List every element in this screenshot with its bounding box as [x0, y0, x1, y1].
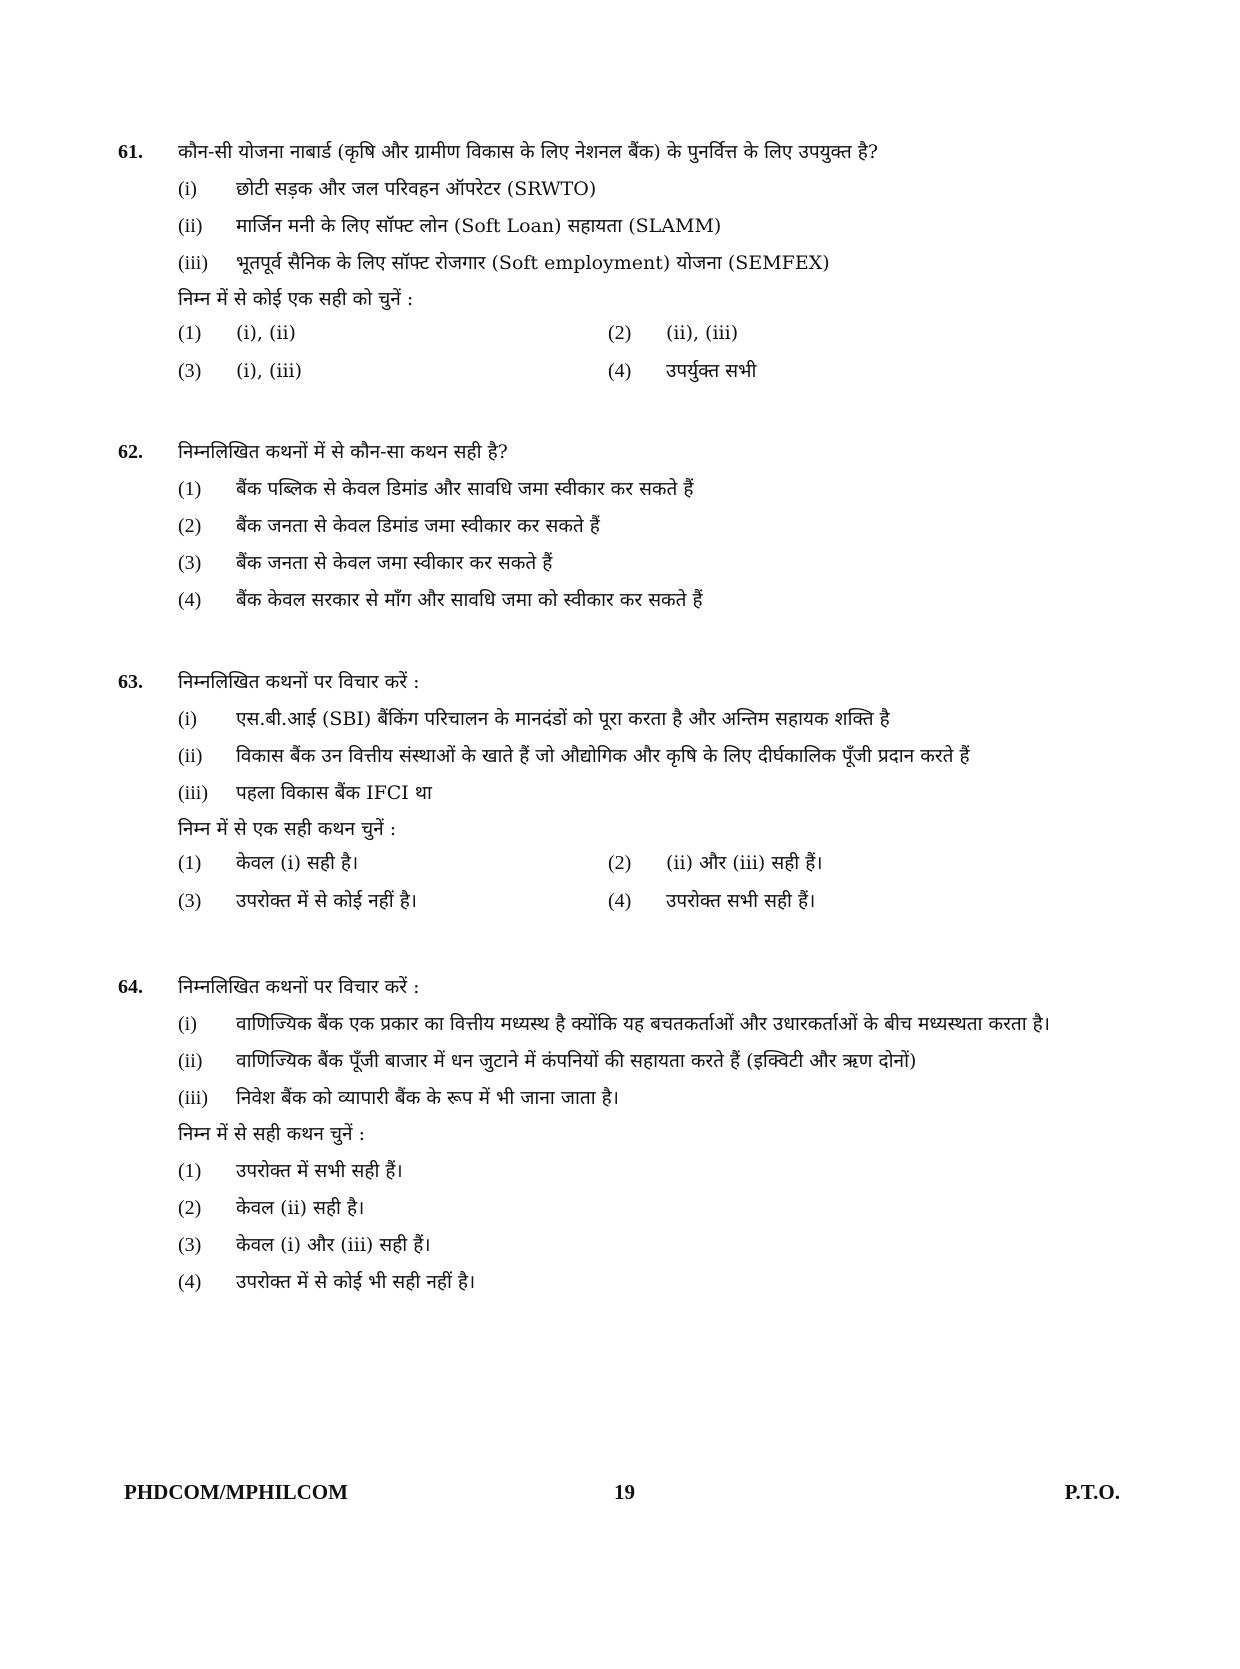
- option: [178, 1159, 1128, 1183]
- question-62: [118, 440, 1128, 612]
- option: [178, 477, 1128, 501]
- page-number: 19: [614, 1480, 635, 1504]
- option-text: (i), (iii): [236, 359, 303, 382]
- statement-text: वाणिज्यिक बैंक एक प्रकार का वित्तीय मध्यस्थ है क्योंकि यह बचतकर्ताओं और उधारकर्ताओं के बीच मध्यस्थता करता है।: [236, 1013, 1050, 1035]
- option-marker: (4): [178, 589, 202, 611]
- question-63: [118, 670, 1128, 913]
- statement-text: एस.बी.आई (SBI) बैंकिंग परिचालन के मानदंडों को पूरा करता है और अन्तिम सहायक शक्ति है: [236, 708, 890, 730]
- statement: [178, 744, 1128, 768]
- pto-label: P.T.O.: [1064, 1480, 1120, 1504]
- question-text: निम्नलिखित कथनों में से कौन-सा कथन सही है?: [178, 441, 508, 463]
- statement-marker: (iii): [178, 252, 208, 274]
- option: [608, 851, 1038, 875]
- option-marker: (2): [608, 851, 632, 874]
- option: [178, 321, 608, 345]
- option-text: बैंक जनता से केवल डिमांड जमा स्वीकार कर सकते हैं: [236, 515, 600, 537]
- option-marker: (1): [178, 1159, 202, 1182]
- option-marker: (2): [178, 515, 202, 537]
- option: [178, 588, 1128, 612]
- option-text: केवल (ii) सही है।: [236, 1196, 365, 1219]
- options-grid: [178, 851, 1128, 913]
- option-text: (ii), (iii): [666, 321, 739, 344]
- option-marker: (4): [608, 359, 632, 382]
- option-marker: (3): [178, 889, 202, 912]
- option-text: (i), (ii): [236, 321, 296, 344]
- option-marker: (2): [178, 1196, 202, 1219]
- option: [178, 889, 608, 913]
- option-marker: (4): [178, 1270, 202, 1293]
- statement-marker: (i): [178, 178, 197, 200]
- statement-marker: (iii): [178, 782, 208, 804]
- statement-text: भूतपूर्व सैनिक के लिए सॉफ्ट रोजगार (Soft employment) योजना (SEMFEX): [236, 252, 830, 274]
- statement: [178, 707, 1128, 731]
- option-text: उपर्युक्त सभी: [666, 359, 757, 382]
- option-marker: (1): [178, 478, 202, 500]
- option-marker: (3): [178, 1233, 202, 1256]
- page-footer: [124, 1480, 1120, 1510]
- option-text: केवल (i) और (iii) सही हैं।: [236, 1233, 431, 1256]
- paper-code: PHDCOM/MPHILCOM: [124, 1480, 348, 1504]
- statement: [178, 214, 1128, 238]
- statement: [178, 781, 1128, 805]
- option-text: उपरोक्त में से कोई नहीं है।: [236, 889, 418, 912]
- statement: [178, 177, 1128, 201]
- option: [178, 1196, 1128, 1220]
- option: [178, 514, 1128, 538]
- question-number: 62.: [118, 441, 143, 463]
- statement-marker: (i): [178, 708, 197, 730]
- option-text: उपरोक्त सभी सही हैं।: [666, 889, 816, 912]
- option-text: बैंक जनता से केवल जमा स्वीकार कर सकते हैं: [236, 552, 553, 574]
- statement: [178, 1049, 1128, 1073]
- statement-text: वाणिज्यिक बैंक पूँजी बाजार में धन जुटाने में कंपनियों की सहायता करते हैं (इक्विटी और ऋण दोनों): [236, 1050, 917, 1072]
- question-text: निम्नलिखित कथनों पर विचार करें :: [178, 671, 420, 693]
- option-text: उपरोक्त में से कोई भी सही नहीं है।: [236, 1270, 476, 1293]
- option-text: बैंक केवल सरकार से माँग और सावधि जमा को स्वीकार कर सकते हैं: [236, 589, 703, 611]
- instruction: निम्न में से सही कथन चुनें :: [178, 1123, 366, 1145]
- statement-text: पहला विकास बैंक IFCI था: [236, 782, 432, 804]
- option: [178, 551, 1128, 575]
- option-text: केवल (i) सही है।: [236, 851, 359, 874]
- option-text: उपरोक्त में सभी सही हैं।: [236, 1159, 403, 1182]
- option: [608, 889, 1038, 913]
- statement-text: मार्जिन मनी के लिए सॉफ्ट लोन (Soft Loan) सहायता (SLAMM): [236, 215, 722, 237]
- option: [608, 321, 1038, 345]
- option-marker: (1): [178, 851, 202, 874]
- option: [178, 1233, 1128, 1257]
- question-61: [118, 140, 1128, 383]
- option-marker: (1): [178, 321, 202, 344]
- option-text: (ii) और (iii) सही हैं।: [666, 851, 823, 874]
- option: [178, 359, 608, 383]
- statement: [178, 251, 1128, 275]
- option-marker: (3): [178, 359, 202, 382]
- statement-marker: (iii): [178, 1087, 208, 1109]
- question-text: निम्नलिखित कथनों पर विचार करें :: [178, 976, 420, 998]
- question-number: 64.: [118, 976, 143, 998]
- instruction: निम्न में से कोई एक सही को चुनें :: [178, 288, 414, 310]
- question-number: 63.: [118, 671, 143, 693]
- statement-marker: (ii): [178, 215, 203, 237]
- statement-marker: (ii): [178, 1050, 203, 1072]
- options-grid: [178, 321, 1128, 383]
- statement: [178, 1086, 1128, 1110]
- option: [178, 851, 608, 875]
- question-number: 61.: [118, 141, 143, 163]
- option: [178, 1270, 1128, 1294]
- statement-marker: (ii): [178, 745, 203, 767]
- question-64: [118, 975, 1128, 1294]
- statement: [178, 1012, 1128, 1036]
- instruction: निम्न में से एक सही कथन चुनें :: [178, 818, 397, 840]
- option-text: बैंक पब्लिक से केवल डिमांड और सावधि जमा स्वीकार कर सकते हैं: [236, 478, 694, 500]
- question-text: कौन-सी योजना नाबार्ड (कृषि और ग्रामीण विकास के लिए नेशनल बैंक) के पुनर्वित्त के लिए उपयुक्त है?: [178, 141, 879, 163]
- option-marker: (2): [608, 321, 632, 344]
- option-marker: (3): [178, 552, 202, 574]
- statement-marker: (i): [178, 1013, 197, 1035]
- statement-text: विकास बैंक उन वित्तीय संस्थाओं के खाते हैं जो औद्योगिक और कृषि के लिए दीर्घकालिक पूँजी प्रदान करते हैं: [236, 745, 970, 767]
- option-marker: (4): [608, 889, 632, 912]
- option: [608, 359, 1038, 383]
- statement-text: निवेश बैंक को व्यापारी बैंक के रूप में भी जाना जाता है।: [236, 1087, 619, 1109]
- statement-text: छोटी सड़क और जल परिवहन ऑपरेटर (SRWTO): [236, 178, 597, 200]
